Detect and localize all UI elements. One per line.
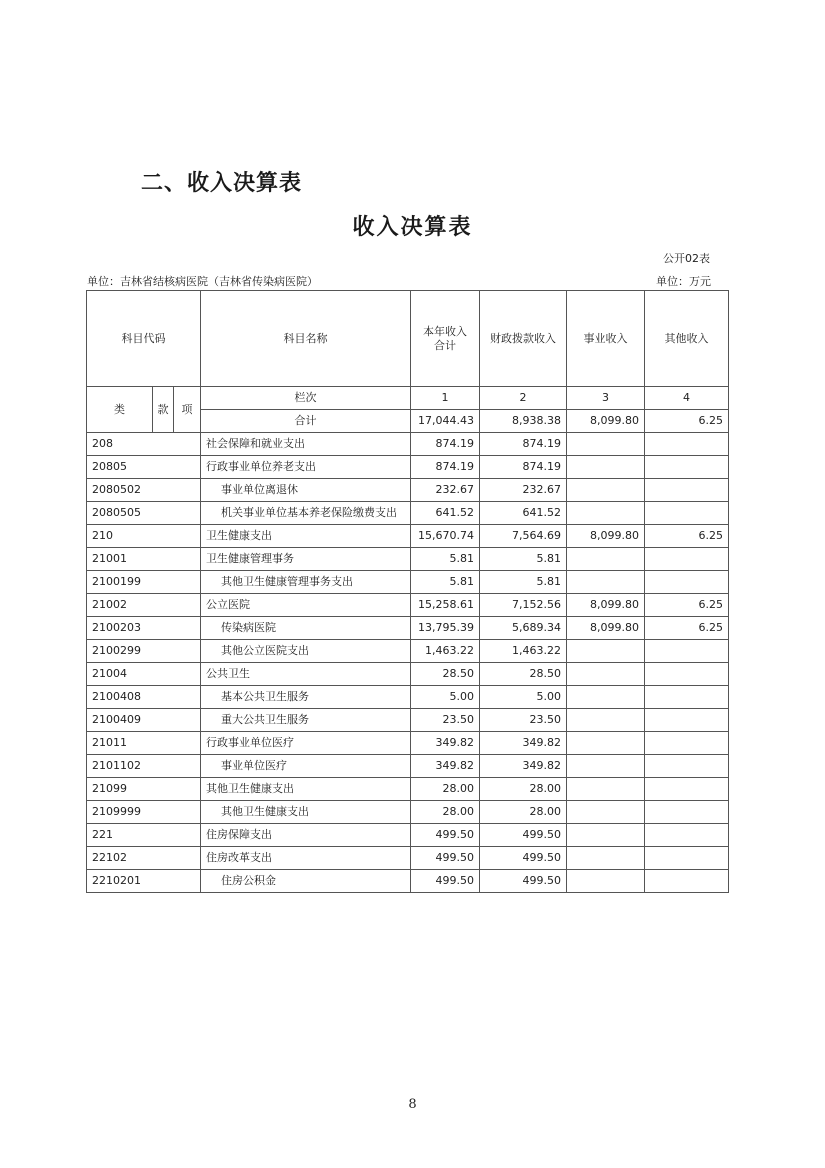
row-total: 28.00 [411, 778, 480, 801]
row-other [645, 824, 729, 847]
row-name: 其他卫生健康支出 [201, 801, 411, 824]
row-code: 21002 [87, 594, 201, 617]
col-index-2: 2 [480, 387, 567, 410]
row-name: 重大公共卫生服务 [201, 709, 411, 732]
col-index-3: 3 [567, 387, 645, 410]
row-name: 卫生健康管理事务 [201, 548, 411, 571]
sum-fiscal: 8,938.38 [480, 410, 567, 433]
row-business [567, 640, 645, 663]
row-total: 5.81 [411, 571, 480, 594]
row-fiscal: 23.50 [480, 709, 567, 732]
header-fiscal: 财政拨款收入 [480, 291, 567, 387]
row-name: 卫生健康支出 [201, 525, 411, 548]
row-business [567, 755, 645, 778]
header-kuan: 款 [153, 387, 174, 433]
row-name: 其他卫生健康支出 [201, 778, 411, 801]
table-header [87, 291, 729, 433]
table-row [87, 479, 729, 502]
row-total: 499.50 [411, 847, 480, 870]
row-other: 6.25 [645, 594, 729, 617]
row-total: 15,258.61 [411, 594, 480, 617]
row-business [567, 548, 645, 571]
row-code: 208 [87, 433, 201, 456]
row-fiscal: 499.50 [480, 824, 567, 847]
row-total: 5.81 [411, 548, 480, 571]
table-row [87, 594, 729, 617]
row-fiscal: 5.81 [480, 571, 567, 594]
row-business [567, 709, 645, 732]
row-code: 21001 [87, 548, 201, 571]
row-fiscal: 7,564.69 [480, 525, 567, 548]
row-business: 8,099.80 [567, 594, 645, 617]
table-row [87, 571, 729, 594]
row-total: 232.67 [411, 479, 480, 502]
table-row [87, 502, 729, 525]
header-lanci: 栏次 [201, 387, 411, 410]
row-code: 2109999 [87, 801, 201, 824]
header-lei: 类 [87, 387, 153, 433]
row-fiscal: 641.52 [480, 502, 567, 525]
row-fiscal: 1,463.22 [480, 640, 567, 663]
header-total [411, 291, 480, 387]
row-total: 349.82 [411, 732, 480, 755]
header-name: 科目名称 [201, 291, 411, 387]
table-row [87, 663, 729, 686]
row-business: 8,099.80 [567, 617, 645, 640]
row-name: 社会保障和就业支出 [201, 433, 411, 456]
row-total: 349.82 [411, 755, 480, 778]
sum-other: 6.25 [645, 410, 729, 433]
row-code: 2101102 [87, 755, 201, 778]
row-fiscal: 874.19 [480, 456, 567, 479]
header-total-line1: 本年收入 [423, 324, 467, 338]
row-name: 其他公立医院支出 [201, 640, 411, 663]
table-row [87, 847, 729, 870]
document-title: 收入决算表 [352, 215, 473, 240]
row-fiscal: 28.00 [480, 801, 567, 824]
row-other [645, 709, 729, 732]
unit-currency: 单位：万元 [656, 275, 711, 288]
header-other: 其他收入 [645, 291, 729, 387]
row-business [567, 433, 645, 456]
row-fiscal: 499.50 [480, 870, 567, 893]
row-other [645, 456, 729, 479]
row-name: 公立医院 [201, 594, 411, 617]
row-fiscal: 349.82 [480, 732, 567, 755]
unit-row [87, 273, 713, 289]
header-xiang: 项 [174, 387, 201, 433]
row-other [645, 502, 729, 525]
row-fiscal: 7,152.56 [480, 594, 567, 617]
row-total: 5.00 [411, 686, 480, 709]
row-fiscal: 874.19 [480, 433, 567, 456]
row-name: 其他卫生健康管理事务支出 [201, 571, 411, 594]
row-fiscal: 232.67 [480, 479, 567, 502]
row-business [567, 870, 645, 893]
row-business [567, 732, 645, 755]
row-total: 13,795.39 [411, 617, 480, 640]
row-total: 28.00 [411, 801, 480, 824]
unit-organization: 单位：吉林省结核病医院（吉林省传染病医院） [87, 275, 318, 288]
row-code: 2100299 [87, 640, 201, 663]
row-name: 住房公积金 [201, 870, 411, 893]
row-fiscal: 5.81 [480, 548, 567, 571]
row-name: 行政事业单位养老支出 [201, 456, 411, 479]
row-business [567, 571, 645, 594]
row-code: 2100203 [87, 617, 201, 640]
sum-total: 17,044.43 [411, 410, 480, 433]
section-heading: 二、收入决算表 [141, 171, 303, 196]
row-name: 公共卫生 [201, 663, 411, 686]
row-other [645, 479, 729, 502]
row-business [567, 686, 645, 709]
table-row [87, 525, 729, 548]
row-fiscal: 499.50 [480, 847, 567, 870]
income-table [86, 290, 729, 893]
row-name: 住房改革支出 [201, 847, 411, 870]
col-index-1: 1 [411, 387, 480, 410]
row-total: 28.50 [411, 663, 480, 686]
row-code: 2080505 [87, 502, 201, 525]
header-business: 事业收入 [567, 291, 645, 387]
table-row [87, 870, 729, 893]
sum-label: 合计 [201, 410, 411, 433]
row-total: 499.50 [411, 824, 480, 847]
table-row [87, 617, 729, 640]
row-business [567, 801, 645, 824]
header-code: 科目代码 [87, 291, 201, 387]
row-name: 事业单位离退休 [201, 479, 411, 502]
table-row [87, 824, 729, 847]
row-fiscal: 28.00 [480, 778, 567, 801]
row-business [567, 778, 645, 801]
row-code: 21011 [87, 732, 201, 755]
row-code: 221 [87, 824, 201, 847]
row-other [645, 640, 729, 663]
table-row [87, 548, 729, 571]
row-fiscal: 5.00 [480, 686, 567, 709]
row-business [567, 663, 645, 686]
row-business [567, 502, 645, 525]
row-total: 874.19 [411, 433, 480, 456]
table-row [87, 801, 729, 824]
form-code: 公开02表 [663, 252, 710, 265]
table-row [87, 686, 729, 709]
sum-business: 8,099.80 [567, 410, 645, 433]
row-code: 2080502 [87, 479, 201, 502]
row-code: 210 [87, 525, 201, 548]
row-business [567, 824, 645, 847]
row-code: 2100199 [87, 571, 201, 594]
table-row [87, 778, 729, 801]
row-code: 2100408 [87, 686, 201, 709]
row-name: 住房保障支出 [201, 824, 411, 847]
table-row [87, 640, 729, 663]
row-other: 6.25 [645, 525, 729, 548]
row-total: 499.50 [411, 870, 480, 893]
row-code: 2210201 [87, 870, 201, 893]
row-other [645, 548, 729, 571]
col-index-4: 4 [645, 387, 729, 410]
row-other [645, 778, 729, 801]
row-total: 1,463.22 [411, 640, 480, 663]
row-business: 8,099.80 [567, 525, 645, 548]
row-other [645, 801, 729, 824]
row-other: 6.25 [645, 617, 729, 640]
table-body [87, 433, 729, 893]
row-name: 传染病医院 [201, 617, 411, 640]
row-code: 20805 [87, 456, 201, 479]
row-name: 机关事业单位基本养老保险缴费支出 [201, 502, 411, 525]
row-other [645, 571, 729, 594]
row-code: 22102 [87, 847, 201, 870]
row-fiscal: 349.82 [480, 755, 567, 778]
row-name: 事业单位医疗 [201, 755, 411, 778]
row-name: 基本公共卫生服务 [201, 686, 411, 709]
row-total: 23.50 [411, 709, 480, 732]
row-fiscal: 5,689.34 [480, 617, 567, 640]
page-number: 8 [408, 1097, 417, 1112]
row-name: 行政事业单位医疗 [201, 732, 411, 755]
row-other [645, 870, 729, 893]
row-business [567, 847, 645, 870]
row-total: 15,670.74 [411, 525, 480, 548]
row-other [645, 755, 729, 778]
table-row [87, 755, 729, 778]
table-row [87, 456, 729, 479]
row-other [645, 847, 729, 870]
table-row [87, 433, 729, 456]
row-code: 21099 [87, 778, 201, 801]
row-code: 2100409 [87, 709, 201, 732]
row-code: 21004 [87, 663, 201, 686]
row-other [645, 433, 729, 456]
row-other [645, 732, 729, 755]
row-other [645, 663, 729, 686]
row-business [567, 479, 645, 502]
row-total: 641.52 [411, 502, 480, 525]
row-business [567, 456, 645, 479]
row-other [645, 686, 729, 709]
row-fiscal: 28.50 [480, 663, 567, 686]
row-total: 874.19 [411, 456, 480, 479]
table-row [87, 732, 729, 755]
table-row [87, 709, 729, 732]
header-total-line2: 合计 [434, 338, 456, 352]
